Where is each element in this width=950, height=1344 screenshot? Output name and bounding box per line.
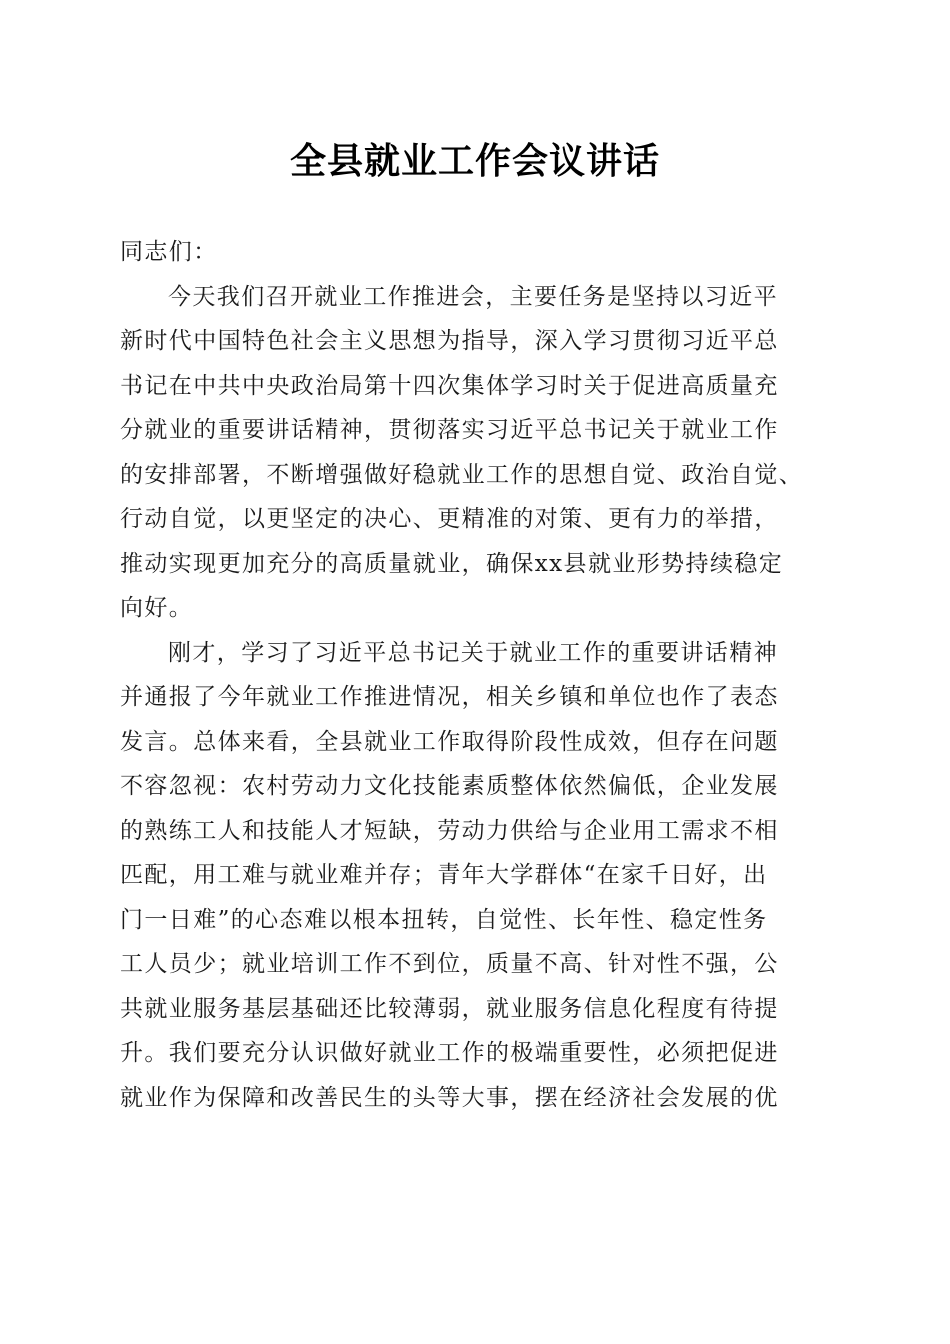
document-title: 全县就业工作会议讲话 — [289, 140, 660, 182]
paragraph-2 — [120, 631, 826, 1121]
paragraph-line: 就业作为保障和改善民生的头等大事，摆在经济社会发展的优 — [120, 1084, 779, 1111]
paragraph-line: 匹配，用工难与就业难并存；青年大学群体“在家千日好，出 — [120, 862, 768, 888]
paragraph-line: 升。我们要充分认识做好就业工作的极端重要性，必须把促进 — [120, 1040, 779, 1066]
salutation: 同志们： — [120, 239, 218, 265]
paragraph-line: 向好。 — [120, 595, 194, 621]
paragraph-line: 分就业的重要讲话精神，贯彻落实习近平总书记关于就业工作 — [120, 417, 779, 443]
paragraph-line: 门一日难”的心态难以根本扭转，自觉性、长年性、稳定性务 — [120, 906, 768, 933]
paragraph-1 — [120, 275, 826, 631]
paragraph-line: 工人员少；就业培训工作不到位，质量不高、针对性不强，公 — [120, 951, 779, 977]
paragraph-line: 书记在中共中央政治局第十四次集体学习时关于促进高质量充 — [120, 372, 779, 399]
paragraph-line: 不容忽视：农村劳动力文化技能素质整体依然偏低，企业发展 — [120, 773, 779, 799]
paragraph-line: 的熟练工人和技能人才短缺，劳动力供给与企业用工需求不相 — [120, 817, 779, 844]
paragraph-line: 今天我们召开就业工作推进会，主要任务是坚持以习近平 — [168, 283, 778, 310]
paragraph-line: 共就业服务基层基础还比较薄弱，就业服务信息化程度有待提 — [120, 995, 779, 1022]
paragraph-line: 的安排部署，不断增强做好稳就业工作的思想自觉、政治自觉、 — [120, 461, 804, 488]
paragraph-line: 刚才，学习了习近平总书记关于就业工作的重要讲话精神 — [168, 639, 778, 666]
paragraph-line: 行动自觉，以更坚定的决心、更精准的对策、更有力的举措， — [120, 506, 779, 532]
paragraph-line: 并通报了今年就业工作推进情况，相关乡镇和单位也作了表态 — [120, 684, 779, 710]
document-body — [120, 230, 826, 1120]
paragraph-line: 发言。总体来看，全县就业工作取得阶段性成效，但存在问题 — [120, 728, 779, 755]
paragraph-line: 新时代中国特色社会主义思想为指导，深入学习贯彻习近平总 — [120, 328, 779, 354]
paragraph-line: 推动实现更加充分的高质量就业，确保xx县就业形势持续稳定 — [120, 550, 784, 577]
